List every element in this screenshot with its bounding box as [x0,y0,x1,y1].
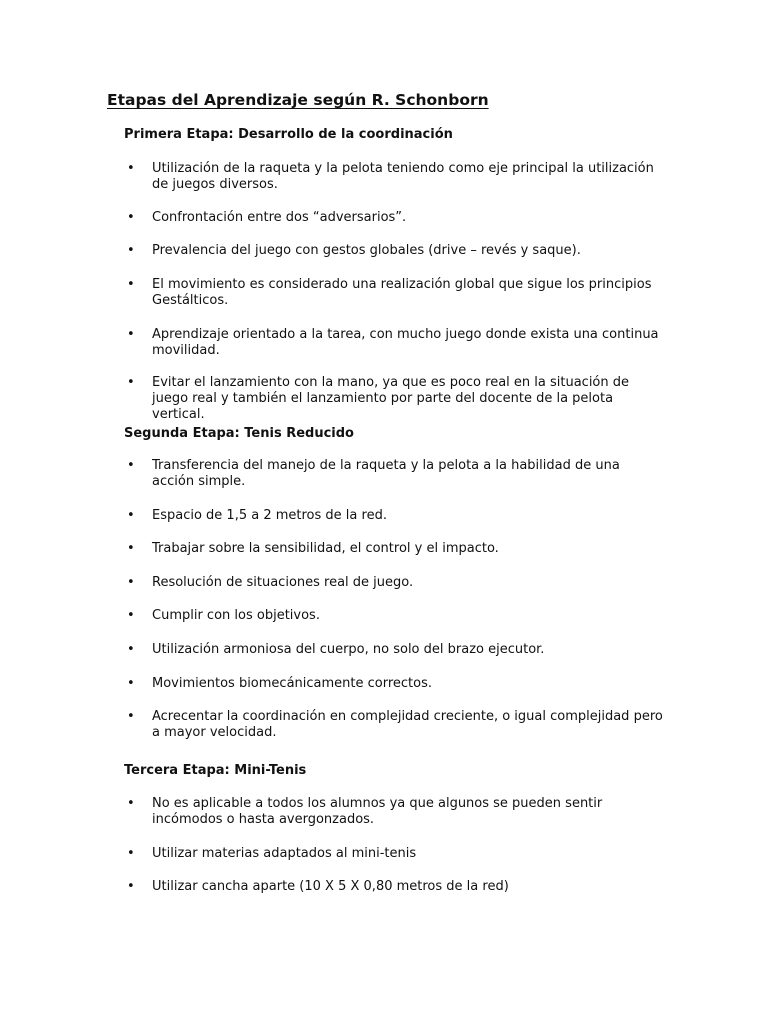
list-item [124,375,664,423]
list-item-text: Movimientos biomecánicamente correctos. [152,676,433,691]
bullet-dot-icon: • [127,846,135,861]
list-item-text: Cumplir con los objetivos. [152,608,320,623]
list-item [124,508,664,524]
list-item-text: El movimiento es considerado una realización global que sigue los principios Gestálticos. [152,277,652,308]
bullet-dot-icon: • [127,608,135,623]
bullet-dot-icon: • [127,541,135,556]
list-item [124,846,664,862]
list-item-text: Confrontación entre dos “adversarios”. [152,210,407,225]
list-item-text: Aprendizaje orientado a la tarea, con mucho juego donde exista una continua movilidad. [152,327,659,358]
list-item [124,243,664,259]
list-item [124,796,664,828]
list-item-text: Acrecentar la coordinación en complejidad creciente, o igual complejidad pero a mayor velocidad. [152,709,663,740]
list-item [124,541,664,557]
bullet-dot-icon: • [127,642,135,657]
bullet-dot-icon: • [127,277,135,292]
list-item-text: No es aplicable a todos los alumnos ya que algunos se pueden sentir incómodos o hasta avergonzados. [152,796,603,827]
list-item [124,210,664,226]
list-item-text: Prevalencia del juego con gestos globales (drive – revés y saque). [152,243,581,258]
list-item [124,642,664,658]
list-item [124,161,664,193]
list-item-text: Utilizar cancha aparte (10 X 5 X 0,80 metros de la red) [152,879,509,894]
list-item [124,575,664,591]
list-item [124,277,664,309]
section-heading-tercera-etapa: Tercera Etapa: Mini-Tenis [124,763,307,778]
bullet-dot-icon: • [127,243,135,258]
list-item-text: Espacio de 1,5 a 2 metros de la red. [152,508,387,523]
section-heading-primera-etapa: Primera Etapa: Desarrollo de la coordinación [124,127,453,142]
list-item [124,458,664,490]
list-item [124,608,664,624]
list-item [124,676,664,692]
document-title: Etapas del Aprendizaje según R. Schonborn [107,91,489,109]
list-item-text: Utilización de la raqueta y la pelota teniendo como eje principal la utilización de juegos diversos. [152,161,654,192]
bullet-dot-icon: • [127,676,135,691]
bullet-dot-icon: • [127,210,135,225]
bullet-dot-icon: • [127,879,135,894]
bullet-dot-icon: • [127,575,135,590]
list-item-text: Utilizar materias adaptados al mini-tenis [152,846,417,861]
bullet-dot-icon: • [127,161,135,176]
list-item [124,709,664,741]
list-item-text: Utilización armoniosa del cuerpo, no solo del brazo ejecutor. [152,642,545,657]
list-item-text: Resolución de situaciones real de juego. [152,575,414,590]
bullet-dot-icon: • [127,796,135,811]
list-item-text: Evitar el lanzamiento con la mano, ya que es poco real en la situación de juego real y también el lanzamiento por parte del docente de la pelota vertical. [152,375,630,422]
bullet-dot-icon: • [127,375,135,390]
bullet-dot-icon: • [127,327,135,342]
list-item [124,327,664,359]
bullet-dot-icon: • [127,508,135,523]
list-item-text: Transferencia del manejo de la raqueta y la pelota a la habilidad de una acción simple. [152,458,620,489]
list-item [124,879,664,895]
bullet-dot-icon: • [127,709,135,724]
bullet-dot-icon: • [127,458,135,473]
list-item-text: Trabajar sobre la sensibilidad, el control y el impacto. [152,541,499,556]
section-heading-segunda-etapa: Segunda Etapa: Tenis Reducido [124,426,354,441]
